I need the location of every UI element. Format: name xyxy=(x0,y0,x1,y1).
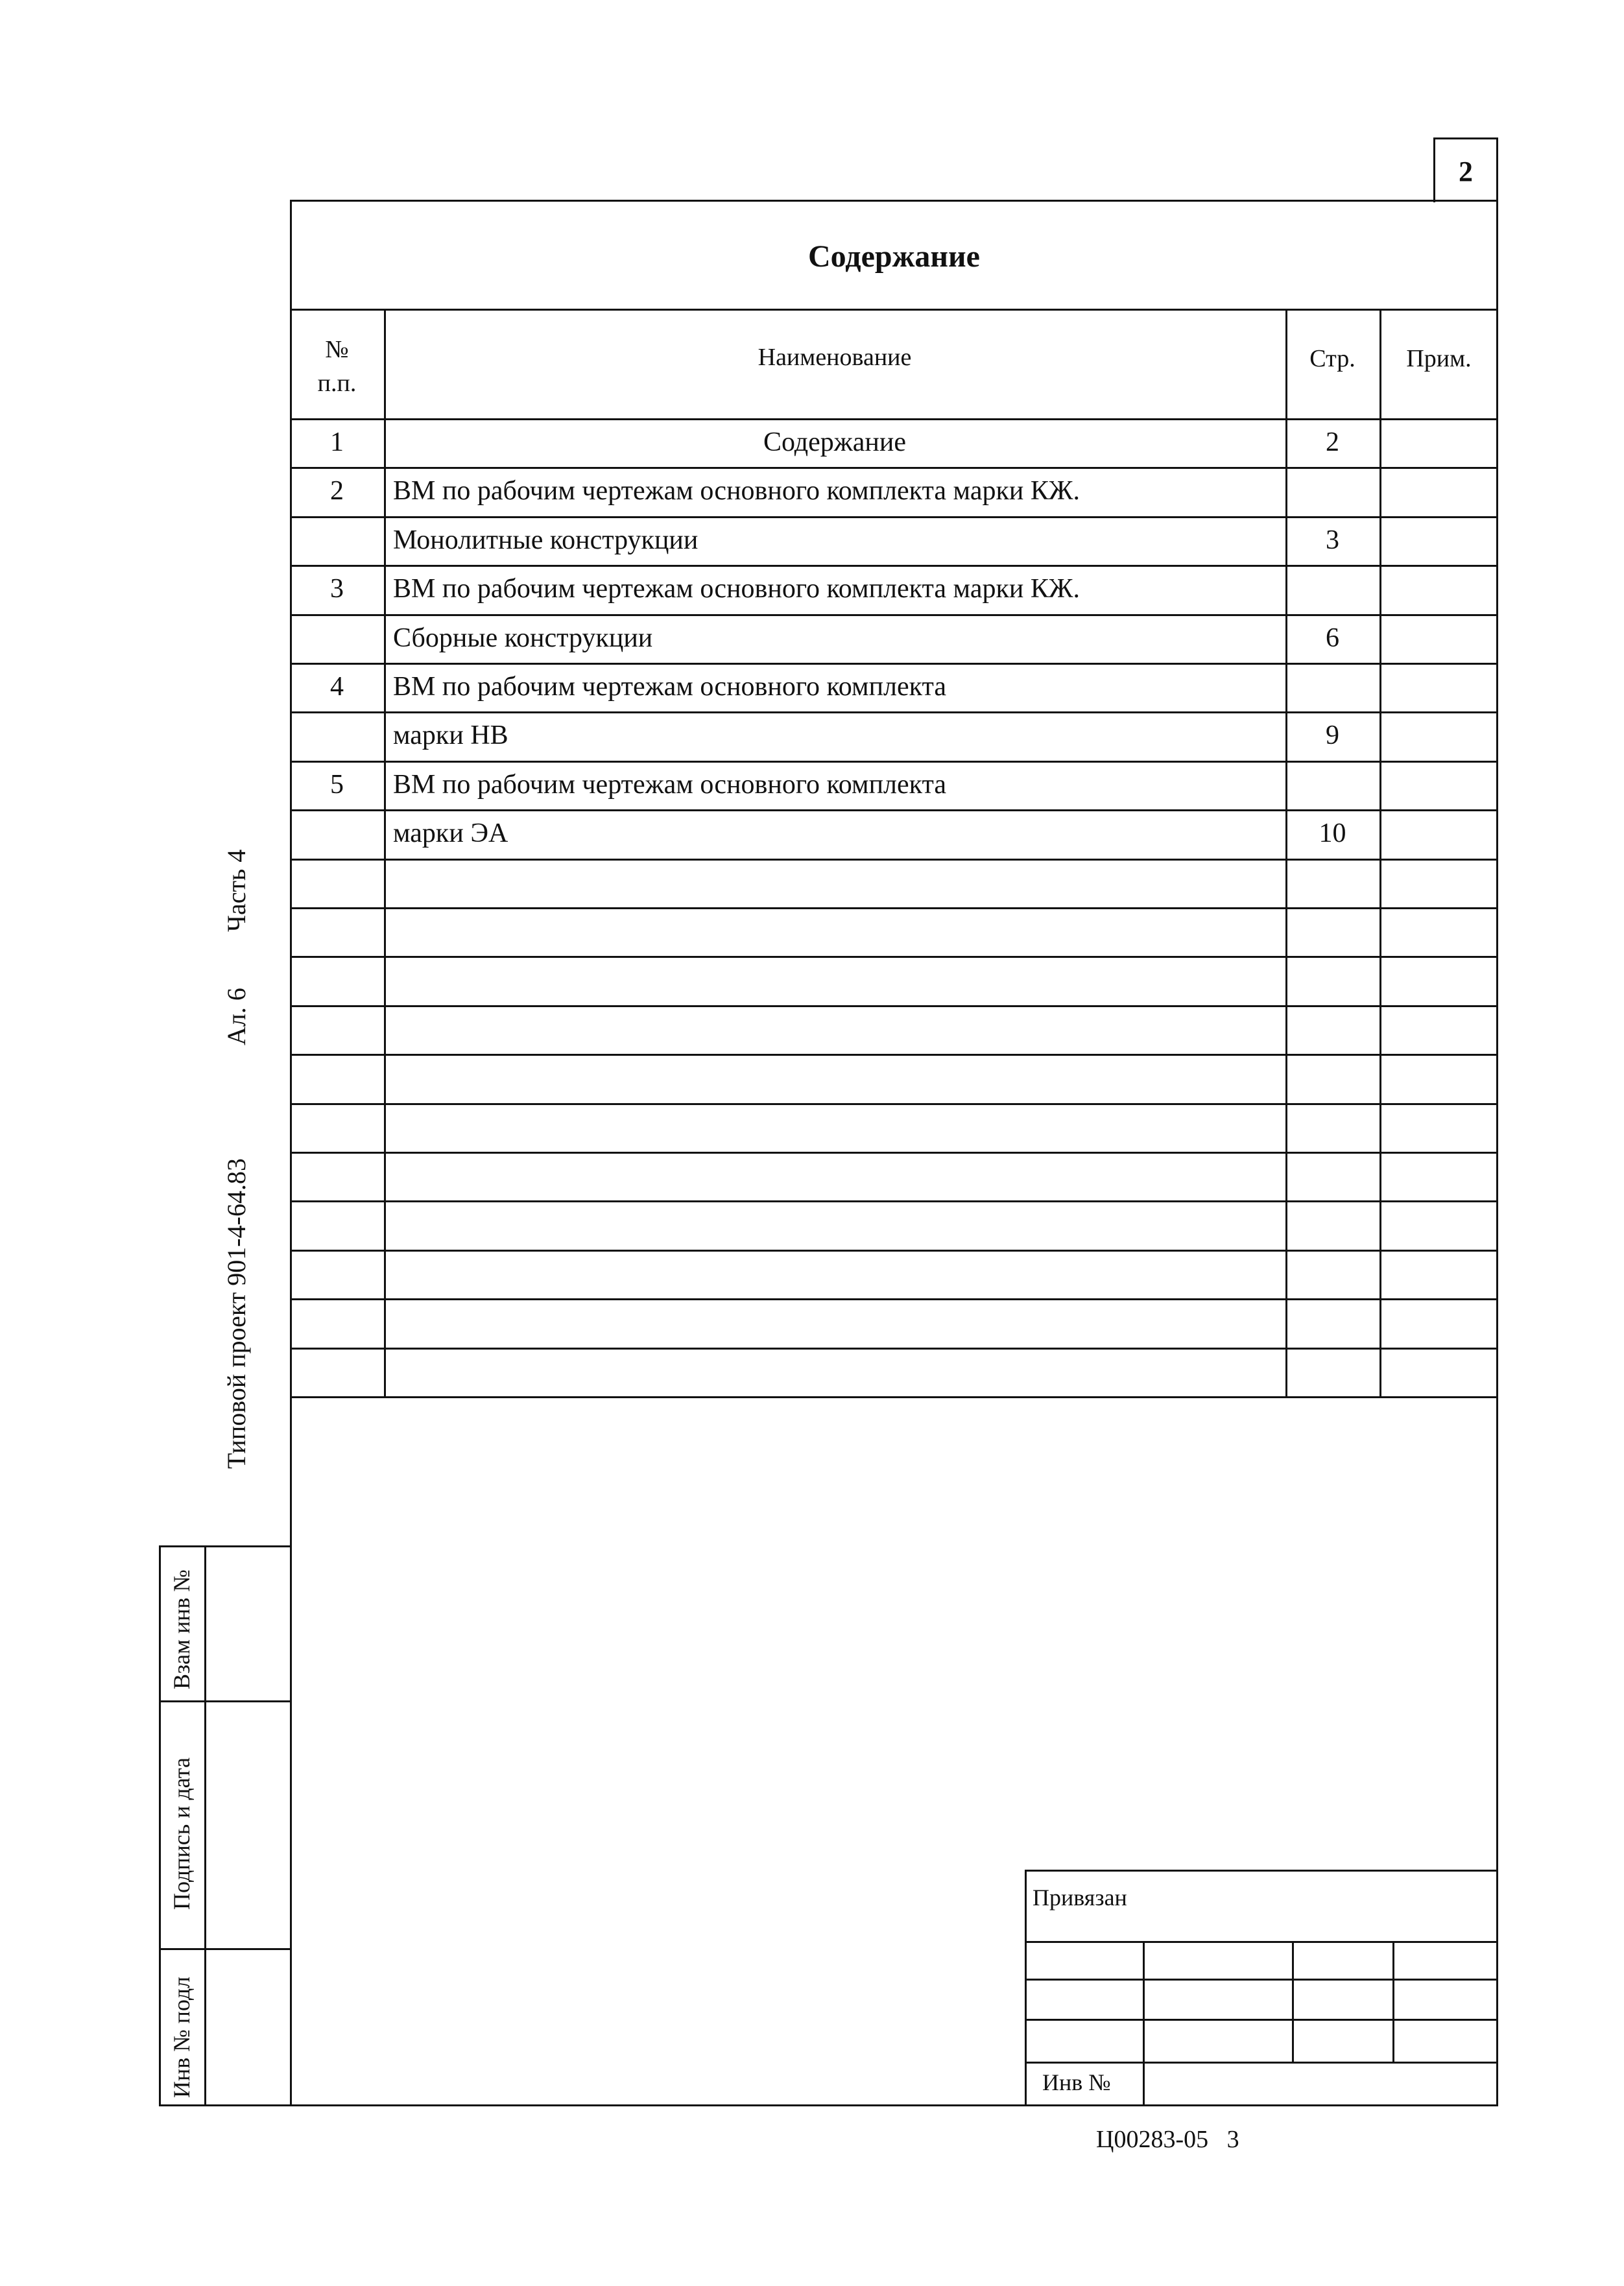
table-row-line xyxy=(290,956,1498,958)
table-row-line xyxy=(290,761,1498,763)
side-project-text: Типовой проект 901-4-64.83 xyxy=(222,1158,251,1469)
table-row-line xyxy=(290,467,1498,469)
table-row-line xyxy=(290,1348,1498,1350)
table-row-line xyxy=(290,1396,1498,1398)
header-name: Наименование xyxy=(758,344,912,371)
bottom-stamp-col-2 xyxy=(1292,1941,1294,2062)
bottom-stamp-row-1 xyxy=(1025,1941,1498,1943)
table-column-line xyxy=(1285,309,1287,1396)
header-num-line1: № xyxy=(325,336,349,363)
table-row-line xyxy=(290,1250,1498,1252)
header-page: Стр. xyxy=(1309,345,1355,372)
row-number: 4 xyxy=(330,672,344,702)
table-row-line xyxy=(290,859,1498,861)
row-name: ВМ по рабочим чертежам основного комплекта марки КЖ. xyxy=(393,476,1080,506)
side-stamp-sep-1 xyxy=(159,1700,292,1702)
header-note: Прим. xyxy=(1406,345,1472,372)
table-row-line xyxy=(290,516,1498,518)
row-name: Монолитные конструкции xyxy=(393,525,699,555)
table-header-bottom-line xyxy=(290,418,1498,420)
table-column-line xyxy=(384,309,386,1396)
row-page: 6 xyxy=(1326,623,1339,653)
table-row-line xyxy=(290,1152,1498,1154)
bottom-stamp-row-4 xyxy=(1025,2062,1498,2064)
row-page: 10 xyxy=(1319,818,1346,849)
row-number: 2 xyxy=(330,476,344,506)
footer-code: Ц00283-05 3 xyxy=(1096,2126,1239,2153)
row-number: 5 xyxy=(330,769,344,800)
bottom-stamp-col-3 xyxy=(1392,1941,1394,2062)
side-stamp-inv-podl: Инв № подл xyxy=(169,1976,195,2098)
row-name: Сборные конструкции xyxy=(393,623,653,653)
row-page: 9 xyxy=(1326,720,1339,751)
row-name: Содержание xyxy=(763,427,907,457)
table-row-line xyxy=(290,565,1498,567)
row-name: ВМ по рабочим чертежам основного комплекта марки КЖ. xyxy=(393,574,1080,604)
row-name: ВМ по рабочим чертежам основного комплекта xyxy=(393,769,947,800)
side-part-text: Часть 4 xyxy=(222,849,251,932)
page-title: Содержание xyxy=(808,239,980,274)
table-row-line xyxy=(290,663,1498,665)
bottom-stamp-inv: Инв № xyxy=(1042,2069,1111,2095)
header-num-line2: п.п. xyxy=(317,370,357,397)
bottom-stamp-row-3 xyxy=(1025,2019,1498,2021)
row-number: 1 xyxy=(330,427,344,457)
bottom-stamp-col-1 xyxy=(1143,1941,1145,2106)
sheet-number-box xyxy=(1433,137,1498,202)
bottom-stamp-row-2 xyxy=(1025,1979,1498,1981)
side-album-text: Ал. 6 xyxy=(222,988,251,1045)
table-row-line xyxy=(290,1005,1498,1007)
table-row-line xyxy=(290,809,1498,811)
table-row-line xyxy=(290,907,1498,909)
bottom-stamp-privyazan: Привязан xyxy=(1033,1885,1127,1911)
side-stamp-sep-2 xyxy=(159,1948,292,1950)
row-page: 2 xyxy=(1326,427,1339,457)
table-column-line xyxy=(1379,309,1381,1396)
table-row-line xyxy=(290,614,1498,616)
row-page: 3 xyxy=(1326,525,1339,555)
row-name: ВМ по рабочим чертежам основного комплекта xyxy=(393,672,947,702)
row-name: марки ЭА xyxy=(393,818,508,849)
side-stamp-divider xyxy=(204,1545,206,2106)
table-row-line xyxy=(290,1054,1498,1056)
sheet-number: 2 xyxy=(1459,156,1473,187)
table-row-line xyxy=(290,711,1498,713)
side-stamp-podpis: Подпись и дата xyxy=(169,1757,195,1910)
table-row-line xyxy=(290,1298,1498,1300)
side-stamp-vzam: Взам инв № xyxy=(169,1569,195,1689)
table-row-line xyxy=(290,1200,1498,1202)
row-number: 3 xyxy=(330,574,344,604)
table-top-line xyxy=(290,309,1498,311)
table-row-line xyxy=(290,1103,1498,1105)
row-name: марки НВ xyxy=(393,720,508,751)
